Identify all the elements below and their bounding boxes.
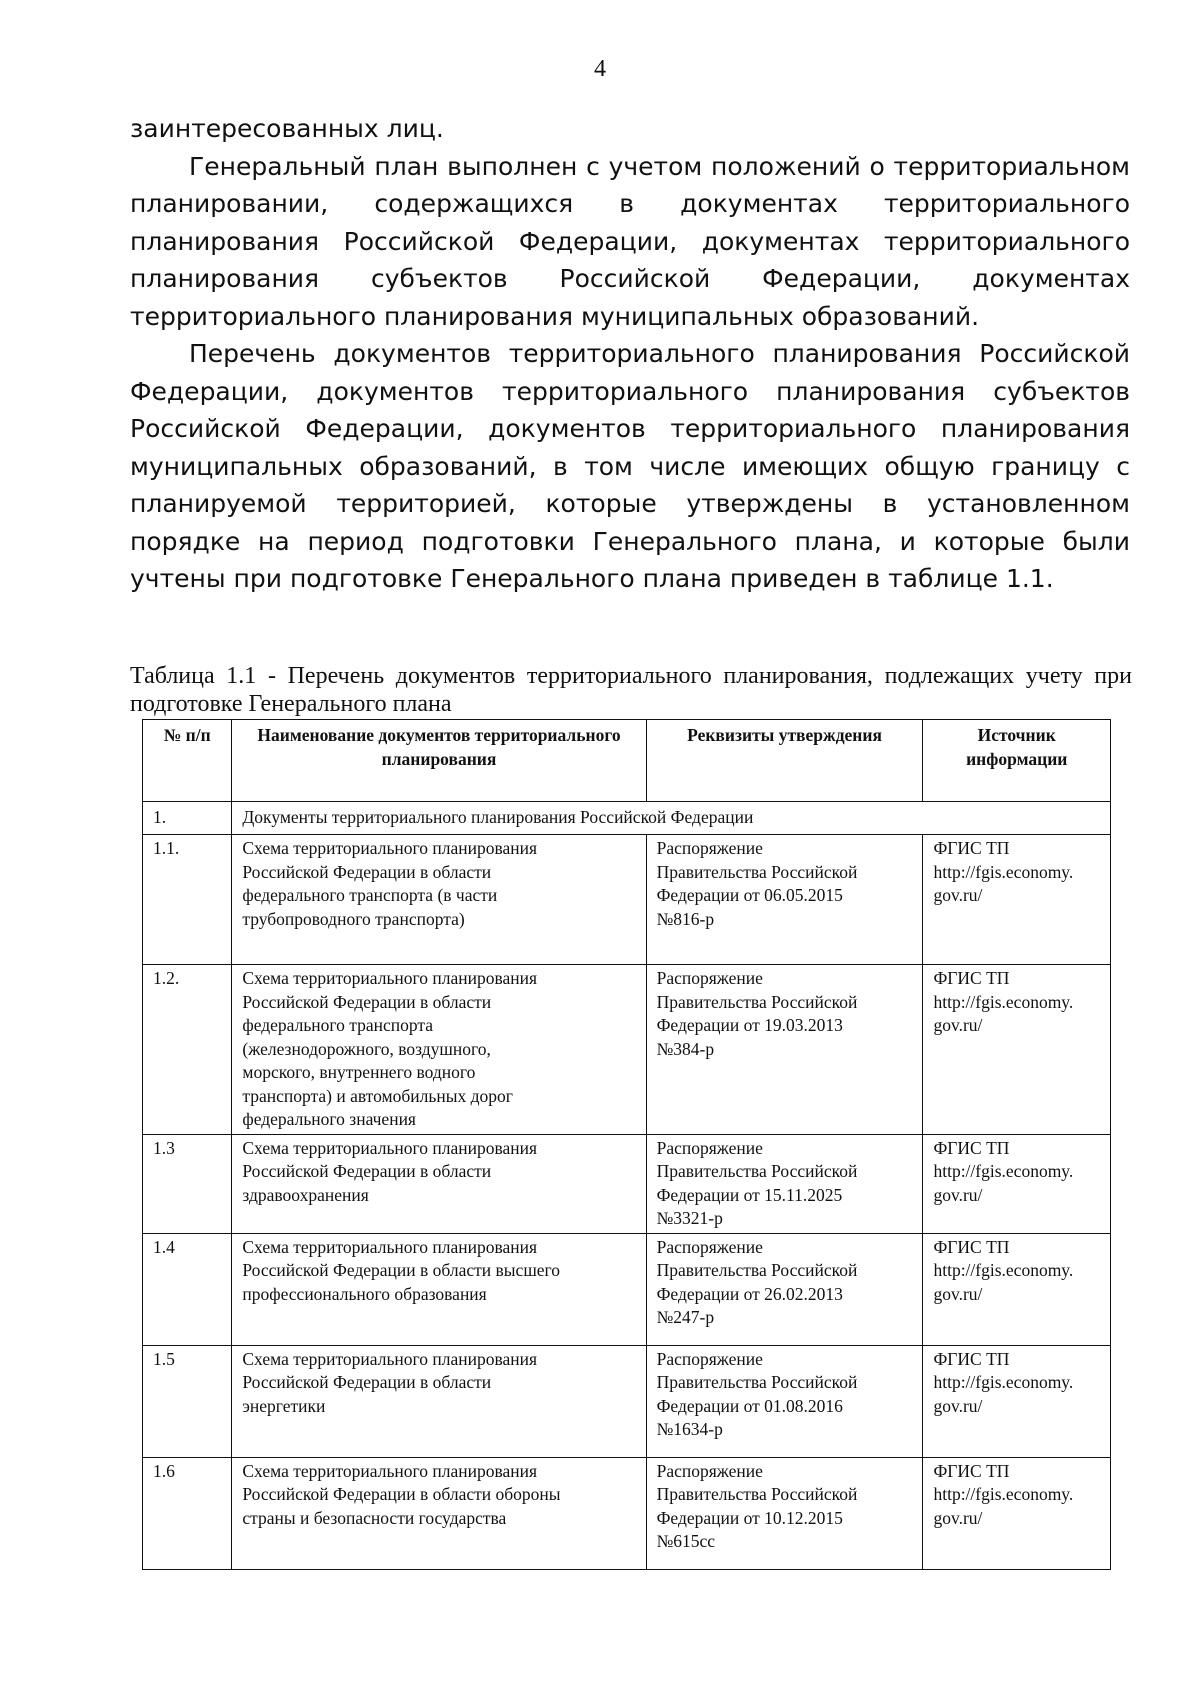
paragraph-document-list: Перечень документов территориального планирования Российской Федерации, документов территориального планирования субъектов Российской Федерации, документов территориального планирования муниципальных образований, в том числе имеющих общую границу с планируемой территорией, которые утверждены в установленном порядке на период подготовки Генерального плана, и которые были учтены при подготовке Генерального плана приведен в таблице 1.1. — [130, 339, 1130, 593]
page-number: 4 — [594, 56, 606, 82]
header-name: Наименование документов территориального планирования — [232, 720, 646, 802]
table-row — [143, 1457, 1111, 1569]
header-num: № п/п — [143, 720, 232, 802]
row-requisites: Распоряжение Правительства Российской Федерации от 26.02.2013 №247-р — [646, 1233, 923, 1345]
row-name: Схема территориального планирования Российской Федерации в области здравоохранения — [232, 1134, 646, 1233]
row-name: Схема территориального планирования Российской Федерации в области федерального транспорта (в части трубопроводного транспорта) — [232, 835, 646, 965]
row-num: 1.6 — [143, 1457, 232, 1569]
body-text — [130, 110, 1130, 598]
row-name: Схема территориального планирования Российской Федерации в области обороны страны и безопасности государства — [232, 1457, 646, 1569]
table-row — [143, 1345, 1111, 1457]
table-row — [143, 835, 1111, 965]
row-requisites: Распоряжение Правительства Российской Федерации от 06.05.2015 №816-р — [646, 835, 923, 965]
row-num: 1.2. — [143, 965, 232, 1135]
row-requisites: Распоряжение Правительства Российской Федерации от 10.12.2015 №615сс — [646, 1457, 923, 1569]
table-header-row — [143, 720, 1111, 802]
row-num: 1.1. — [143, 835, 232, 965]
row-num: 1.4 — [143, 1233, 232, 1345]
documents-table — [142, 719, 1111, 1570]
row-num: 1.5 — [143, 1345, 232, 1457]
row-requisites: Распоряжение Правительства Российской Федерации от 19.03.2013 №384-р — [646, 965, 923, 1135]
table-row — [143, 1233, 1111, 1345]
row-source: ФГИС ТП http://fgis.economy. gov.ru/ — [923, 965, 1111, 1135]
row-name: Схема территориального планирования Российской Федерации в области федерального транспорта (железнодорожного, воздушного, морского, внутреннего водного транспорта) и автомобильных дорог федерального значения — [232, 965, 646, 1135]
row-source: ФГИС ТП http://fgis.economy. gov.ru/ — [923, 1457, 1111, 1569]
row-requisites: Распоряжение Правительства Российской Федерации от 01.08.2016 №1634-р — [646, 1345, 923, 1457]
table-caption: Таблица 1.1 - Перечень документов территориального планирования, подлежащих учету при подготовке Генерального плана — [130, 663, 1132, 717]
row-num: 1.3 — [143, 1134, 232, 1233]
section-num: 1. — [143, 802, 232, 835]
table-row — [143, 1134, 1111, 1233]
row-requisites: Распоряжение Правительства Российской Федерации от 15.11.2025 №3321-р — [646, 1134, 923, 1233]
row-source: ФГИС ТП http://fgis.economy. gov.ru/ — [923, 1134, 1111, 1233]
section-title: Документы территориального планирования Российской Федерации — [232, 802, 1111, 835]
paragraph-continuation: заинтересованных лиц. — [130, 114, 444, 143]
paragraph-general-plan: Генеральный план выполнен с учетом положений о территориальном планировании, содержащихся в документах территориального планирования Российской Федерации, документах территориального планирования субъектов Российской Федерации, документах территориального планирования муниципальных образований. — [130, 151, 1130, 331]
header-source: Источник информации — [923, 720, 1111, 802]
table-row — [143, 965, 1111, 1135]
row-name: Схема территориального планирования Российской Федерации в области высшего профессионального образования — [232, 1233, 646, 1345]
row-name: Схема территориального планирования Российской Федерации в области энергетики — [232, 1345, 646, 1457]
row-source: ФГИС ТП http://fgis.economy. gov.ru/ — [923, 835, 1111, 965]
header-requisites: Реквизиты утверждения — [646, 720, 923, 802]
row-source: ФГИС ТП http://fgis.economy. gov.ru/ — [923, 1345, 1111, 1457]
row-source: ФГИС ТП http://fgis.economy. gov.ru/ — [923, 1233, 1111, 1345]
section-row — [143, 802, 1111, 835]
